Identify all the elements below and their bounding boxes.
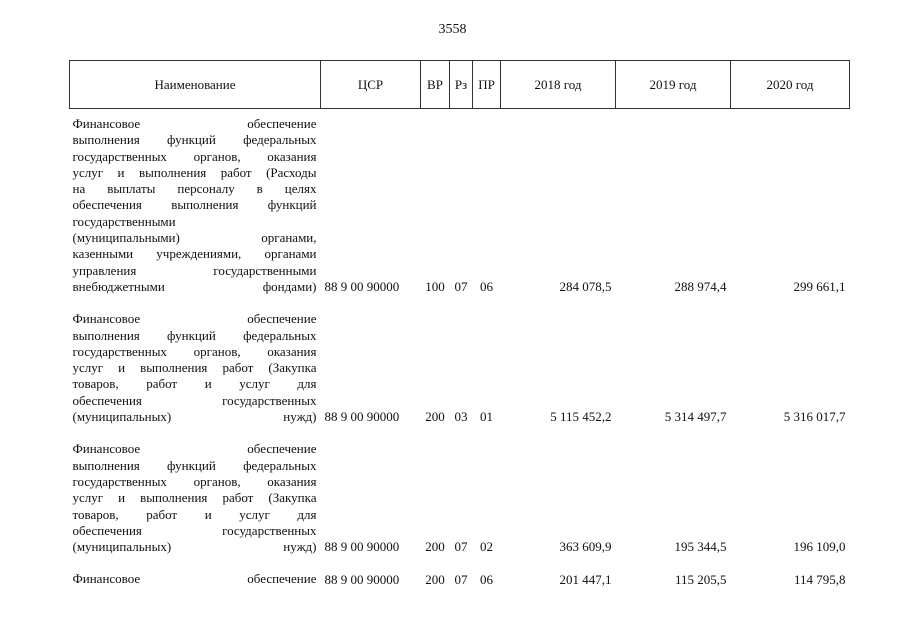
cell-vr: 200 — [425, 571, 445, 587]
name-line: (муниципальных) нужд) — [72, 539, 317, 555]
cell-rz: 07 — [454, 571, 468, 587]
cell-2018: 363 609,9 — [559, 539, 612, 555]
name-line: Финансовое обеспечение — [72, 311, 317, 327]
header-name: Наименование — [70, 61, 321, 109]
table-row — [70, 425, 850, 555]
cell-csr: 88 9 00 90000 — [324, 279, 400, 295]
name-line: выполнения функций федеральных — [72, 327, 317, 343]
cell-csr: 88 9 00 90000 — [324, 571, 400, 587]
table-body — [70, 109, 850, 588]
cell-2018: 5 115 452,2 — [550, 409, 612, 425]
cell-2019: 195 344,5 — [674, 539, 727, 555]
name-line: управления государственными — [72, 262, 317, 278]
name-line: Финансовое обеспечение — [72, 571, 317, 587]
cell-rz: 07 — [454, 539, 468, 555]
cell-2020: 299 661,1 — [793, 279, 846, 295]
table-row — [70, 295, 850, 425]
header-2019: 2019 год — [616, 61, 731, 109]
name-line: услуг и выполнения работ (Расходы — [72, 164, 317, 180]
header-2020: 2020 год — [731, 61, 850, 109]
page-number: 3558 — [438, 22, 467, 37]
cell-2020: 114 795,8 — [793, 571, 846, 587]
name-line: обеспечения выполнения функций — [72, 197, 317, 213]
cell-2019: 115 205,5 — [674, 571, 727, 587]
header-csr: ЦСР — [321, 61, 421, 109]
name-line: государственными — [72, 213, 176, 229]
header-rz: Рз — [450, 61, 473, 109]
header-pr: ПР — [473, 61, 501, 109]
name-line: Финансовое обеспечение — [72, 116, 317, 131]
cell-rz: 03 — [454, 409, 468, 425]
cell-name — [70, 109, 321, 296]
name-line: обеспечения государственных — [72, 392, 317, 408]
cell-2020: 196 109,0 — [793, 539, 846, 555]
cell-rz: 07 — [454, 279, 468, 295]
name-line: услуг и выполнения работ (Закупка — [72, 490, 317, 506]
table-header-row — [70, 61, 850, 109]
cell-pr: 06 — [480, 279, 493, 295]
name-line: внебюджетными фондами) — [72, 278, 317, 294]
cell-vr: 100 — [425, 279, 445, 295]
cell-csr: 88 9 00 90000 — [324, 409, 400, 425]
header-vr: ВР — [421, 61, 450, 109]
name-line: государственных органов, оказания — [72, 148, 317, 164]
cell-name — [70, 425, 321, 555]
name-line: выполнения функций федеральных — [72, 132, 317, 148]
cell-2019: 288 974,4 — [674, 279, 727, 295]
cell-2018: 284 078,5 — [559, 279, 612, 295]
cell-vr: 200 — [425, 409, 445, 425]
name-line: (муниципальных) нужд) — [72, 409, 317, 425]
name-line: Финансовое обеспечение — [72, 441, 317, 457]
name-line: услуг и выполнения работ (Закупка — [72, 360, 317, 376]
budget-table — [69, 60, 850, 588]
cell-pr: 06 — [480, 571, 493, 587]
cell-vr: 200 — [425, 539, 445, 555]
cell-name — [70, 295, 321, 425]
name-line: казенными учреждениями, органами — [72, 246, 317, 262]
table-row — [70, 109, 850, 296]
cell-csr: 88 9 00 90000 — [324, 539, 400, 555]
header-2018: 2018 год — [501, 61, 616, 109]
name-line: выполнения функций федеральных — [72, 457, 317, 473]
cell-pr: 02 — [480, 539, 493, 555]
name-line: товаров, работ и услуг для — [72, 376, 317, 392]
name-line: (муниципальными) органами, — [72, 230, 317, 246]
cell-2020: 5 316 017,7 — [783, 409, 846, 425]
name-line: государственных органов, оказания — [72, 473, 317, 489]
cell-2019: 5 314 497,7 — [664, 409, 727, 425]
name-line: обеспечения государственных — [72, 522, 317, 538]
name-line: на выплаты персоналу в целях — [72, 181, 317, 197]
table-row — [70, 555, 850, 587]
name-line: государственных органов, оказания — [72, 343, 317, 359]
cell-pr: 01 — [480, 409, 493, 425]
cell-2018: 201 447,1 — [559, 571, 612, 587]
name-line: товаров, работ и услуг для — [72, 506, 317, 522]
cell-name — [70, 555, 321, 587]
